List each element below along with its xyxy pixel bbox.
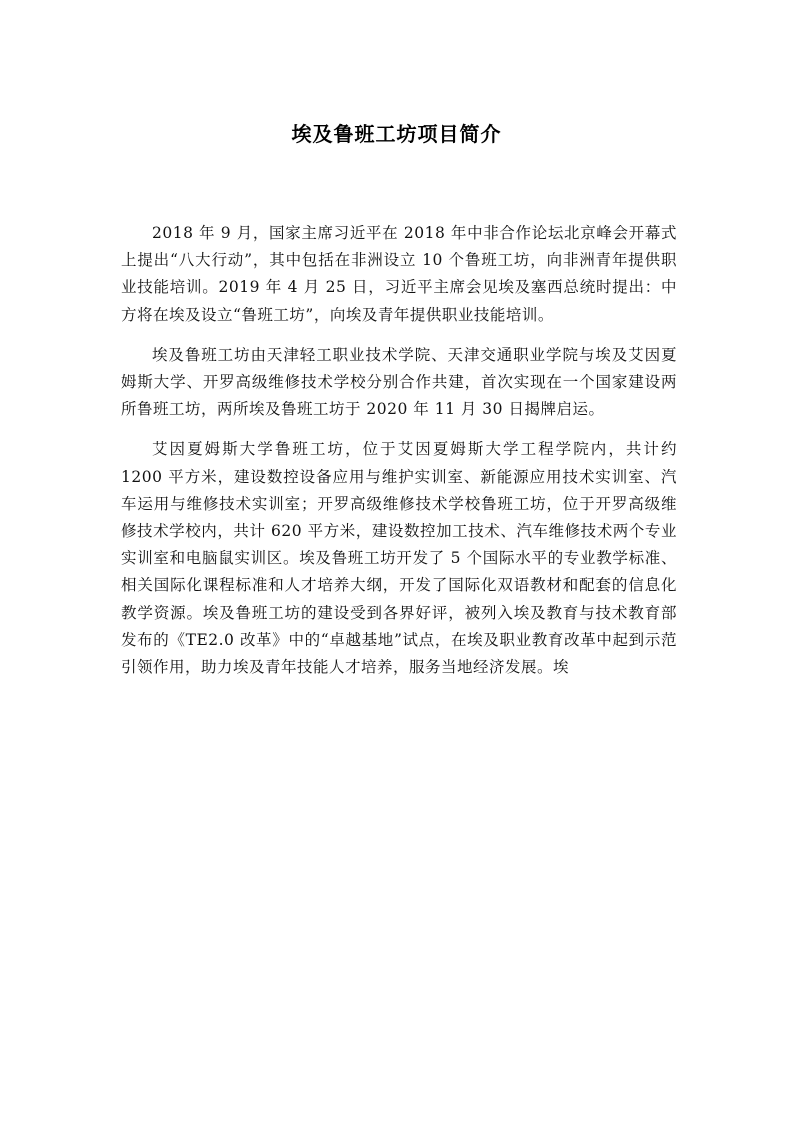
document-body — [121, 220, 677, 694]
document-title: 埃及鲁班工坊项目简介 — [291, 122, 502, 146]
paragraph-3: 艾因夏姆斯大学鲁班工坊，位于艾因夏姆斯大学工程学院内，共计约 1200 平方米，建设数控设备应用与维护实训室、新能源应用技术实训室、汽车运用与维修技术实训室；开罗高级维修技术学校鲁班工坊，位于开罗高级维修技术学校内，共计 620 平方米，建设数控加工技术、汽车维修技术两个专业实训室和电脑鼠实训区。埃及鲁班工坊开发了 5 个国际水平的专业教学标准、相关国际化课程标准和人才培养大纲，开发了国际化双语教材和配套的信息化教学资源。埃及鲁班工坊的建设受到各界好评，被列入埃及教育与技术教育部发布的《TE2.0 改革》中的“卓越基地”试点，在埃及职业教育改革中起到示范引领作用，助力埃及青年技能人才培养，服务当地经济发展。埃 — [121, 440, 677, 677]
paragraph-2: 埃及鲁班工坊由天津轻工职业技术学院、天津交通职业学院与埃及艾因夏姆斯大学、开罗高级维修技术学校分别合作共建，首次实现在一个国家建设两所鲁班工坊，两所埃及鲁班工坊于 2020 年 11 月 30 日揭牌启运。 — [121, 345, 677, 419]
paragraph-1: 2018 年 9 月，国家主席习近平在 2018 年中非合作论坛北京峰会开幕式上提出“八大行动”，其中包括在非洲设立 10 个鲁班工坊，向非洲青年提供职业技能培训。2019 年 4 月 25 日，习近平主席会见埃及塞西总统时提出：中方将在埃及设立“鲁班工坊”，向埃及青年提供职业技能培训。 — [121, 224, 677, 324]
